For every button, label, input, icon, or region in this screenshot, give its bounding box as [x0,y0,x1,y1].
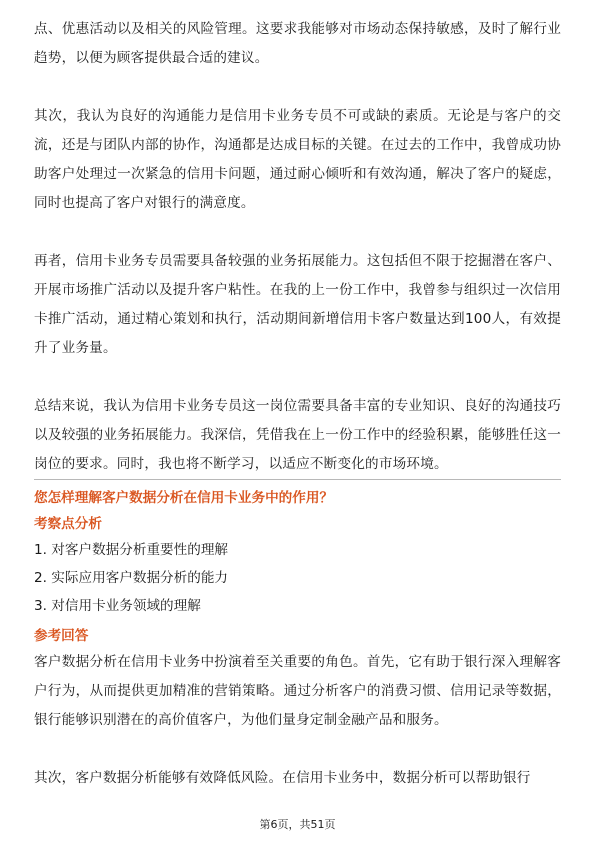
paragraph-gap [34,218,561,247]
paragraph-gap [34,735,561,764]
paragraph: 客户数据分析在信用卡业务中扮演着至关重要的角色。首先，它有助于银行深入理解客户行为，从而提供更加精准的营销策略。通过分析客户的消费习惯、信用记录等数据，银行能够识别潜在的高价值客户，为他们量身定制金融产品和服务。 [34,654,561,728]
page-number: 第6页，共51页 [259,818,336,831]
paragraph: 再者，信用卡业务专员需要具备较强的业务拓展能力。这包括但不限于挖掘潜在客户、开展市场推广活动以及提升客户粘性。在我的上一份工作中，我曾参与组织过一次信用卡推广活动，通过精心策划和执行，活动期间新增信用卡客户数量达到100人，有效提升了业务量。 [34,253,561,356]
list-item: 1. 对客户数据分析重要性的理解 [34,542,229,558]
question-heading: 您怎样理解客户数据分析在信用卡业务中的作用？ [34,490,334,506]
page-content [34,15,561,793]
paragraph: 点、优惠活动以及相关的风险管理。这要求我能够对市场动态保持敏感，及时了解行业趋势，以便为顾客提供最合适的建议。 [34,21,561,66]
paragraph-gap [34,363,561,392]
answer-title: 参考回答 [34,628,89,644]
analysis-title: 考察点分析 [34,516,102,532]
paragraph: 总结来说，我认为信用卡业务专员这一岗位需要具备丰富的专业知识、良好的沟通技巧以及较强的业务拓展能力。我深信，凭借我在上一份工作中的经验积累，能够胜任这一岗位的要求。同时，我也将不断学习，以适应不断变化的市场环境。 [34,398,561,472]
analysis-list [34,536,561,620]
list-item: 3. 对信用卡业务领域的理解 [34,598,201,614]
section-divider [34,479,561,480]
paragraph-gap [34,73,561,102]
paragraph: 其次，客户数据分析能够有效降低风险。在信用卡业务中，数据分析可以帮助银行 [34,770,531,786]
paragraph: 其次，我认为良好的沟通能力是信用卡业务专员不可或缺的素质。无论是与客户的交流，还是与团队内部的协作，沟通都是达成目标的关键。在过去的工作中，我曾成功协助客户处理过一次紧急的信用卡问题，通过耐心倾听和有效沟通，解决了客户的疑虑，同时也提高了客户对银行的满意度。 [34,108,561,211]
list-item: 2. 实际应用客户数据分析的能力 [34,570,229,586]
